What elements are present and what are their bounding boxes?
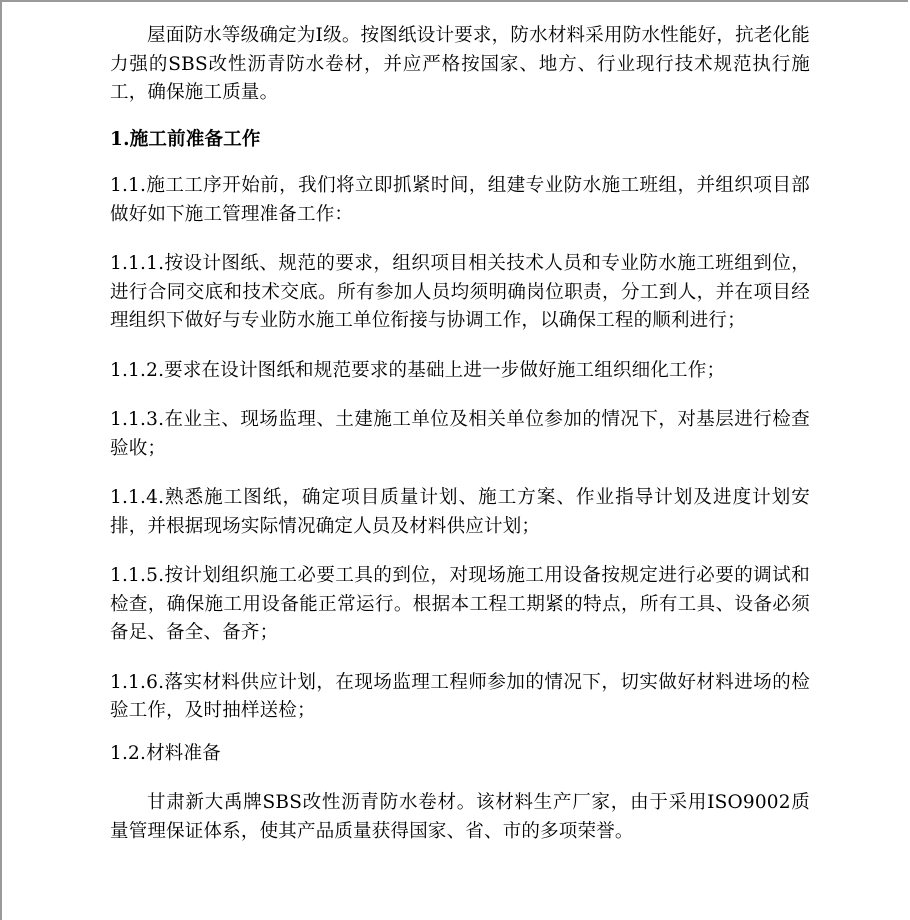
document-body xyxy=(110,22,810,846)
paragraph-1-1-6: 1.1.6.落实材料供应计划，在现场监理工程师参加的情况下，切实做好材料进场的检验工作，及时抽样送检； xyxy=(110,671,810,721)
intro-paragraph: 屋面防水等级确定为Ⅰ级。按图纸设计要求，防水材料采用防水性能好，抗老化能力强的SBS改性沥青防水卷材，并应严格按国家、地方、行业现行技术规范执行施工，确保施工质量。 xyxy=(110,25,810,103)
paragraph-1-1-5: 1.1.5.按计划组织施工必要工具的到位，对现场施工用设备按规定进行必要的调试和检查，确保施工用设备能正常运行。根据本工程工期紧的特点，所有工具、设备必须备足、备全、备齐； xyxy=(110,565,810,643)
paragraph-1-1: 1.1.施工工序开始前，我们将立即抓紧时间，组建专业防水施工班组，并组织项目部做好如下施工管理准备工作： xyxy=(110,175,810,225)
subsection-heading-1-2: 1.2.材料准备 xyxy=(110,742,221,764)
paragraph-1-1-1: 1.1.1.按设计图纸、规范的要求，组织项目相关技术人员和专业防水施工班组到位，进行合同交底和技术交底。所有参加人员均须明确岗位职责，分工到人，并在项目经理组织下做好与专业防水施工单位衔接与协调工作，以确保工程的顺利进行； xyxy=(110,253,810,331)
paragraph-1-1-3: 1.1.3.在业主、现场监理、土建施工单位及相关单位参加的情况下，对基层进行检查验收； xyxy=(110,409,810,459)
section-heading-1: 1.施工前准备工作 xyxy=(110,128,261,150)
paragraph-1-1-2: 1.1.2.要求在设计图纸和规范要求的基础上进一步做好施工组织细化工作； xyxy=(110,359,726,381)
paragraph-1-2-body: 甘肃新大禹牌SBS改性沥青防水卷材。该材料生产厂家，由于采用ISO9002质量管理保证体系，使其产品质量获得国家、省、市的多项荣誉。 xyxy=(110,792,810,842)
paragraph-1-1-4: 1.1.4.熟悉施工图纸，确定项目质量计划、施工方案、作业指导计划及进度计划安排，并根据现场实际情况确定人员及材料供应计划； xyxy=(110,487,810,537)
